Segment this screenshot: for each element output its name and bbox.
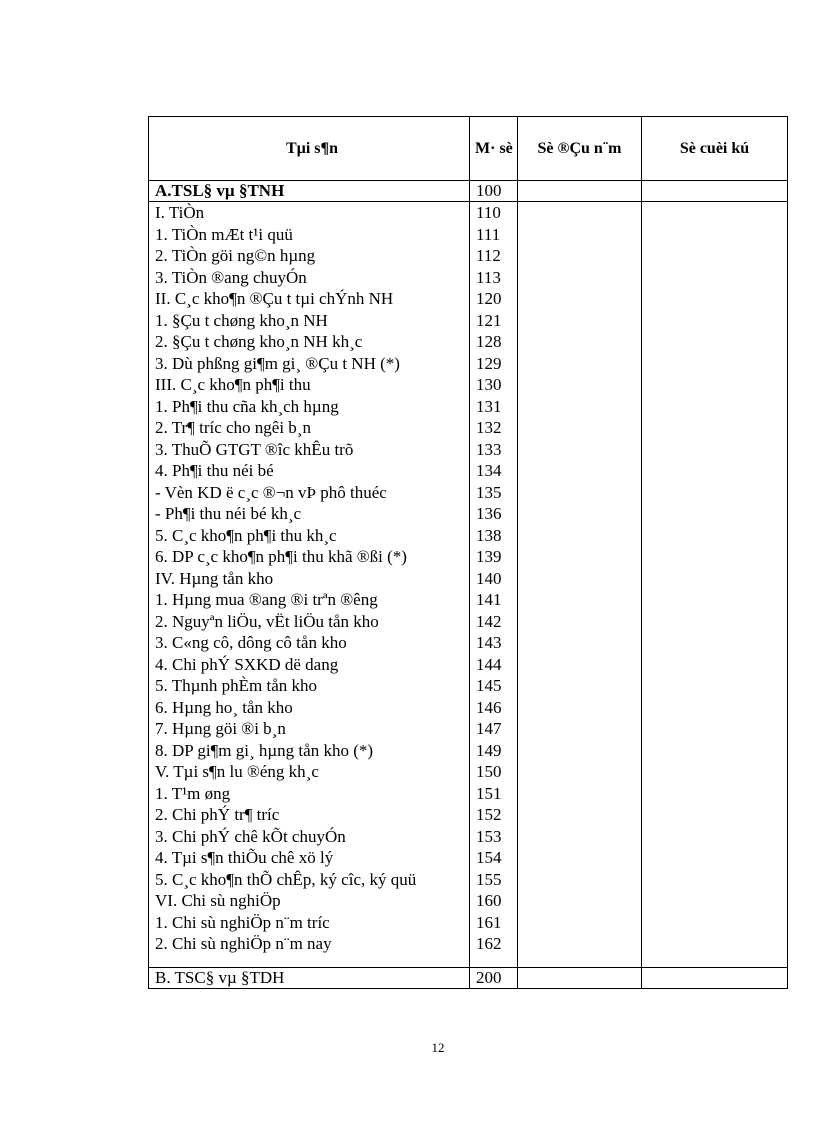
row-code: 144 — [470, 654, 518, 676]
row-begin — [518, 718, 642, 740]
row-end — [642, 310, 788, 332]
row-begin — [518, 589, 642, 611]
table-row — [149, 331, 788, 353]
section-b-row — [149, 967, 788, 988]
table-row — [149, 503, 788, 525]
row-label: V. Tµi s¶n lu ®éng kh¸c — [149, 761, 470, 783]
table-row — [149, 439, 788, 461]
row-begin — [518, 396, 642, 418]
spacer-cell — [518, 955, 642, 968]
row-begin — [518, 654, 642, 676]
header-item: Tµi s¶n — [149, 117, 470, 181]
row-end — [642, 288, 788, 310]
section-b-code: 200 — [470, 967, 518, 988]
table-row — [149, 460, 788, 482]
row-end — [642, 331, 788, 353]
row-label: - Ph¶i thu néi bé kh¸c — [149, 503, 470, 525]
table-row — [149, 933, 788, 955]
row-code: 111 — [470, 224, 518, 246]
row-code: 130 — [470, 374, 518, 396]
table-row — [149, 288, 788, 310]
table-row — [149, 202, 788, 224]
row-begin — [518, 503, 642, 525]
row-begin — [518, 525, 642, 547]
row-end — [642, 697, 788, 719]
row-end — [642, 202, 788, 224]
row-end — [642, 267, 788, 289]
row-label: 4. Ph¶i thu néi bé — [149, 460, 470, 482]
row-label: 4. Tµi s¶n thiÕu chê xö lý — [149, 847, 470, 869]
row-label: 2. Tr¶ tríc cho ngêi b¸n — [149, 417, 470, 439]
row-label: 2. Nguyªn liÖu, vËt liÖu tån kho — [149, 611, 470, 633]
table-row — [149, 396, 788, 418]
table-row — [149, 761, 788, 783]
row-code: 154 — [470, 847, 518, 869]
table-row — [149, 632, 788, 654]
row-begin — [518, 826, 642, 848]
row-code: 161 — [470, 912, 518, 934]
row-end — [642, 460, 788, 482]
header-end-period: Sè cuèi kú — [642, 117, 788, 181]
row-end — [642, 654, 788, 676]
table-row — [149, 826, 788, 848]
row-end — [642, 482, 788, 504]
row-label: 1. §Çu t chøng kho¸n NH — [149, 310, 470, 332]
row-code: 138 — [470, 525, 518, 547]
row-label: 3. TiÒn ®ang chuyÓn — [149, 267, 470, 289]
table-row — [149, 783, 788, 805]
row-label: 4. Chi phÝ SXKD dë dang — [149, 654, 470, 676]
row-label: 1. T¹m øng — [149, 783, 470, 805]
row-code: 110 — [470, 202, 518, 224]
row-begin — [518, 804, 642, 826]
row-begin — [518, 869, 642, 891]
row-code: 143 — [470, 632, 518, 654]
row-label: 1. Ph¶i thu cña kh¸ch hµng — [149, 396, 470, 418]
row-begin — [518, 224, 642, 246]
row-code: 131 — [470, 396, 518, 418]
row-begin — [518, 632, 642, 654]
section-a-begin — [518, 181, 642, 202]
row-begin — [518, 460, 642, 482]
row-code: 113 — [470, 267, 518, 289]
row-end — [642, 869, 788, 891]
row-begin — [518, 546, 642, 568]
row-label: 1. TiÒn mÆt t¹i quü — [149, 224, 470, 246]
row-code: 149 — [470, 740, 518, 762]
table-row — [149, 890, 788, 912]
row-end — [642, 417, 788, 439]
row-begin — [518, 417, 642, 439]
row-begin — [518, 912, 642, 934]
row-label: VI. Chi sù nghiÖp — [149, 890, 470, 912]
row-label: 1. Hµng mua ®ang ®i trªn ®êng — [149, 589, 470, 611]
row-begin — [518, 783, 642, 805]
section-a-label: A.TSL§ vµ §TNH — [149, 181, 470, 202]
row-end — [642, 611, 788, 633]
table-row — [149, 224, 788, 246]
row-code: 162 — [470, 933, 518, 955]
table-row — [149, 697, 788, 719]
row-code: 141 — [470, 589, 518, 611]
row-code: 152 — [470, 804, 518, 826]
row-end — [642, 761, 788, 783]
row-end — [642, 396, 788, 418]
spacer-cell — [149, 955, 470, 968]
row-end — [642, 503, 788, 525]
table-row — [149, 417, 788, 439]
row-begin — [518, 890, 642, 912]
row-begin — [518, 933, 642, 955]
row-label: 3. ThuÕ GTGT ®îc khÊu trõ — [149, 439, 470, 461]
row-end — [642, 847, 788, 869]
row-code: 133 — [470, 439, 518, 461]
header-begin-year: Sè ®Çu n¨m — [518, 117, 642, 181]
row-label: 5. C¸c kho¶n ph¶i thu kh¸c — [149, 525, 470, 547]
row-label: 2. Chi phÝ tr¶ tríc — [149, 804, 470, 826]
row-label: 3. Dù phßng gi¶m gi¸ ®Çu t NH (*) — [149, 353, 470, 375]
spacer-cell — [642, 955, 788, 968]
row-label: 5. C¸c kho¶n thÕ chÊp, ký cîc, ký quü — [149, 869, 470, 891]
table-row — [149, 611, 788, 633]
page-number: 12 — [431, 1040, 445, 1055]
row-code: 135 — [470, 482, 518, 504]
row-begin — [518, 675, 642, 697]
row-label: II. C¸c kho¶n ®Çu t tµi chÝnh NH — [149, 288, 470, 310]
row-begin — [518, 310, 642, 332]
row-begin — [518, 847, 642, 869]
row-code: 112 — [470, 245, 518, 267]
row-label: I. TiÒn — [149, 202, 470, 224]
row-begin — [518, 482, 642, 504]
table-row — [149, 912, 788, 934]
table-row — [149, 804, 788, 826]
row-label: 3. C«ng cô, dông cô tån kho — [149, 632, 470, 654]
table-row — [149, 374, 788, 396]
row-end — [642, 826, 788, 848]
row-begin — [518, 697, 642, 719]
table-row — [149, 675, 788, 697]
row-label: 1. Chi sù nghiÖp n¨m tríc — [149, 912, 470, 934]
table-row — [149, 525, 788, 547]
row-end — [642, 783, 788, 805]
row-end — [642, 933, 788, 955]
section-a-code: 100 — [470, 181, 518, 202]
row-label: - Vèn KD ë c¸c ®¬n vÞ phô thuéc — [149, 482, 470, 504]
row-code: 145 — [470, 675, 518, 697]
row-end — [642, 589, 788, 611]
row-begin — [518, 202, 642, 224]
section-b-begin — [518, 967, 642, 988]
section-b-label: B. TSC§ vµ §TDH — [149, 967, 470, 988]
row-code: 160 — [470, 890, 518, 912]
row-label: 2. §Çu t chøng kho¸n NH kh¸c — [149, 331, 470, 353]
table-row — [149, 310, 788, 332]
table-row — [149, 718, 788, 740]
row-end — [642, 353, 788, 375]
row-code: 153 — [470, 826, 518, 848]
table-row — [149, 869, 788, 891]
row-begin — [518, 568, 642, 590]
row-code: 128 — [470, 331, 518, 353]
row-begin — [518, 331, 642, 353]
row-begin — [518, 611, 642, 633]
row-begin — [518, 761, 642, 783]
row-label: 7. Hµng göi ®i b¸n — [149, 718, 470, 740]
spacer-cell — [470, 955, 518, 968]
row-label: 2. TiÒn göi ng©n hµng — [149, 245, 470, 267]
row-code: 142 — [470, 611, 518, 633]
table-row — [149, 589, 788, 611]
row-begin — [518, 267, 642, 289]
row-label: 3. Chi phÝ chê kÕt chuyÓn — [149, 826, 470, 848]
row-code: 147 — [470, 718, 518, 740]
row-end — [642, 804, 788, 826]
row-end — [642, 245, 788, 267]
row-end — [642, 224, 788, 246]
row-code: 129 — [470, 353, 518, 375]
row-begin — [518, 353, 642, 375]
row-code: 136 — [470, 503, 518, 525]
section-a-row — [149, 181, 788, 202]
table-row — [149, 847, 788, 869]
row-code: 155 — [470, 869, 518, 891]
row-code: 132 — [470, 417, 518, 439]
row-end — [642, 546, 788, 568]
table-header-row — [149, 117, 788, 181]
row-end — [642, 740, 788, 762]
row-end — [642, 568, 788, 590]
section-a-end — [642, 181, 788, 202]
row-label: IV. Hµng tån kho — [149, 568, 470, 590]
table-row — [149, 353, 788, 375]
row-begin — [518, 374, 642, 396]
row-code: 150 — [470, 761, 518, 783]
row-label: 6. DP c¸c kho¶n ph¶i thu khã ®ßi (*) — [149, 546, 470, 568]
table-row — [149, 654, 788, 676]
row-label: 6. Hµng ho¸ tån kho — [149, 697, 470, 719]
row-code: 120 — [470, 288, 518, 310]
spacer-row — [149, 955, 788, 968]
row-end — [642, 675, 788, 697]
table-row — [149, 568, 788, 590]
row-end — [642, 525, 788, 547]
table-row — [149, 740, 788, 762]
section-b-end — [642, 967, 788, 988]
row-label: 5. Thµnh phÈm tån kho — [149, 675, 470, 697]
row-label: 2. Chi sù nghiÖp n¨m nay — [149, 933, 470, 955]
row-end — [642, 439, 788, 461]
row-code: 139 — [470, 546, 518, 568]
row-end — [642, 890, 788, 912]
table-row — [149, 546, 788, 568]
row-begin — [518, 740, 642, 762]
row-label: 8. DP gi¶m gi¸ hµng tån kho (*) — [149, 740, 470, 762]
header-code: M· sè — [470, 117, 518, 181]
row-end — [642, 718, 788, 740]
row-label: III. C¸c kho¶n ph¶i thu — [149, 374, 470, 396]
row-begin — [518, 288, 642, 310]
table-row — [149, 482, 788, 504]
row-code: 121 — [470, 310, 518, 332]
row-begin — [518, 245, 642, 267]
table-row — [149, 245, 788, 267]
row-begin — [518, 439, 642, 461]
row-code: 151 — [470, 783, 518, 805]
table-row — [149, 267, 788, 289]
row-end — [642, 912, 788, 934]
row-code: 140 — [470, 568, 518, 590]
balance-sheet-table — [148, 116, 788, 989]
row-end — [642, 632, 788, 654]
row-code: 146 — [470, 697, 518, 719]
row-end — [642, 374, 788, 396]
row-code: 134 — [470, 460, 518, 482]
